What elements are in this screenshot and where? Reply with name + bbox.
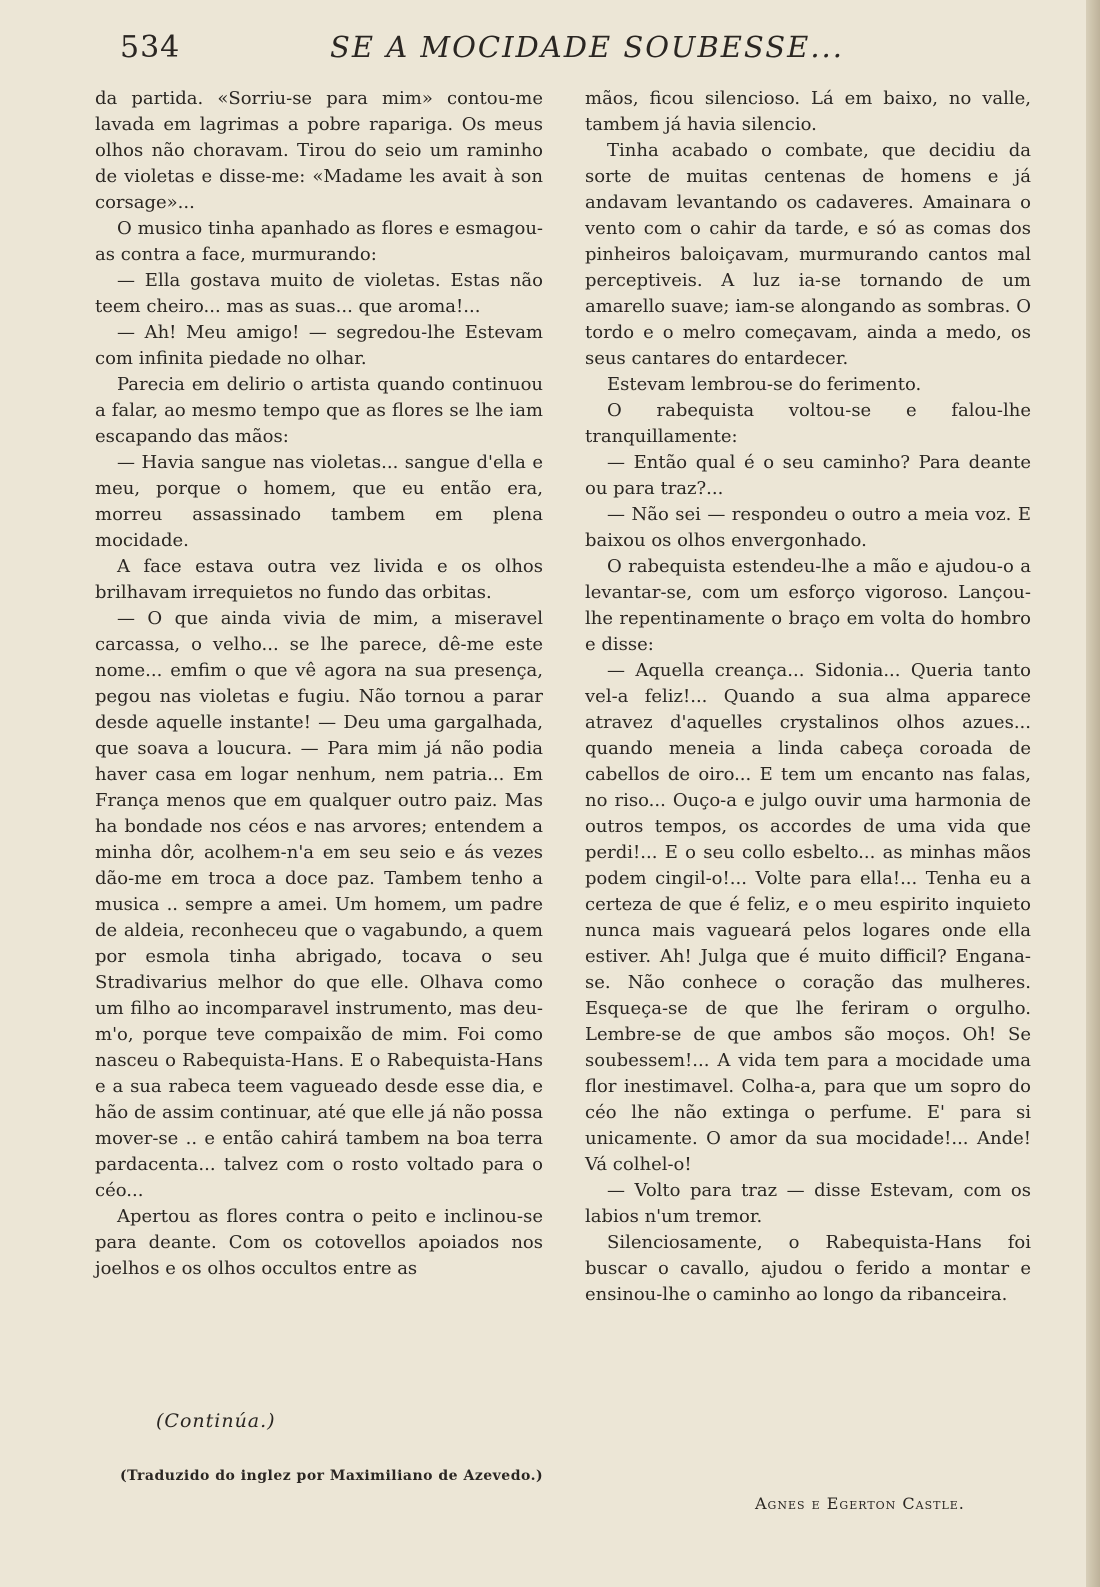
paragraph: Estevam lembrou-se do ferimento. [607,374,922,395]
paragraph: — Havia sangue nas violetas... sangue d'ella e meu, porque o homem, que eu então era, morreu assassinado tambem em plena mocidade. [95,452,543,551]
paragraph: O rabequista estendeu-lhe a mão e ajudou-o a levantar-se, com um esforço vigoroso. Lançou-lhe repentinamente o braço em volta do hombro e disse: [585,556,1031,655]
page-edge [1086,0,1100,1587]
paragraph: mãos, ficou silencioso. Lá em baixo, no valle, tambem já havia silencio. [585,88,1031,135]
paragraph: A face estava outra vez livida e os olhos brilhavam irrequietos no fundo das orbitas. [95,556,543,603]
paragraph: da partida. «Sorriu-se para mim» contou-me lavada em lagrimas a pobre rapariga. Os meus olhos não choravam. Tirou do seio um raminho de violetas e disse-me: «Madame les avait à son corsage»... [95,88,543,213]
paragraph: — Aquella creança... Sidonia... Queria tanto vel-a feliz!... Quando a sua alma apparece atravez d'aquelles crystalinos olhos azues... quando meneia a linda cabeça coroada de cabellos de oiro... E tem um encanto nas falas, no riso... Ouço-a e julgo ouvir uma harmonia de outros tempos, os accordes de uma vida que perdi!... E o seu collo esbelto... as minhas mãos podem cingil-o!... Volte para ella!... Tenha eu a certeza de que é feliz, e o meu espirito inquieto nunca mais vagueará pelos logares onde ella estiver. Ah! Julga que é muito difficil? Engana-se. Não conhece o coração das mulheres. Esqueça-se de que lhe feriram o orgulho. Lembre-se de que ambos são moços. Oh! Se soubessem!... A vida tem para a mocidade uma flor inestimavel. Colha-a, para que um sopro do céo lhe não extinga o perfume. E' para si unicamente. O amor da sua mocidade!... Ande! Vá colhel-o! [585,660,1031,1175]
running-title: SE A MOCIDADE SOUBESSE... [330,30,844,64]
left-column [95,86,543,1282]
paragraph: O musico tinha apanhado as flores e esmagou-as contra a face, murmurando: [95,218,543,265]
paragraph: Silenciosamente, o Rabequista-Hans foi buscar o cavallo, ajudou o ferido a montar e ensinou-lhe o caminho ao longo da ribanceira. [585,1232,1031,1305]
paragraph: — Então qual é o seu caminho? Para deante ou para traz?... [585,452,1031,499]
translator-credit: (Traduzido do inglez por Maximiliano de Azevedo.) [120,1468,544,1484]
right-column [585,86,1031,1308]
paragraph: Parecia em delirio o artista quando continuou a falar, ao mesmo tempo que as flores se lhe iam escapando das mãos: [95,374,543,447]
paragraph: Apertou as flores contra o peito e inclinou-se para deante. Com os cotovellos apoiados nos joelhos e os olhos occultos entre as [95,1206,543,1279]
continued-note: (Continúa.) [156,1410,276,1432]
paragraph: — Volto para traz — disse Estevam, com os labios n'um tremor. [585,1180,1031,1227]
paragraph: — Não sei — respondeu o outro a meia voz. E baixou os olhos envergonhado. [585,504,1031,551]
paragraph: Tinha acabado o combate, que decidiu da sorte de muitas centenas de homens e já andavam levantando os cadaveres. Amainara o vento com o cahir da tarde, e só as comas dos pinheiros baloiçavam, murmurando cantos mal perceptiveis. A luz ia-se tornando de um amarello suave; iam-se alongando as sombras. O tordo e o melro começavam, ainda a medo, os seus cantares do entardecer. [585,140,1031,369]
page-number: 534 [120,30,181,65]
author-signature: Agnes e Egerton Castle. [755,1494,965,1513]
paragraph: — Ah! Meu amigo! — segredou-lhe Estevam com infinita piedade no olhar. [95,322,543,369]
paragraph: — Ella gostava muito de violetas. Estas não teem cheiro... mas as suas... que aroma!... [95,270,543,317]
paragraph: — O que ainda vivia de mim, a miseravel carcassa, o velho... se lhe parece, dê-me este nome... emfim o que vê agora na sua presença, pegou nas violetas e fugiu. Não tornou a parar desde aquelle instante! — Deu uma gargalhada, que soava a loucura. — Para mim já não podia haver casa em logar nenhum, nem patria... Em França menos que em qualquer outro paiz. Mas ha bondade nos céos e nas arvores; entendem a minha dôr, acolhem-n'a em seu seio e ás vezes dão-me em troca a doce paz. Tambem tenho a musica .. sempre a amei. Um homem, um padre de aldeia, reconheceu que o vagabundo, a quem por esmola tinha abrigado, tocava o seu Stradivarius melhor do que elle. Olhava como um filho ao incomparavel instrumento, mas deu-m'o, porque teve compaixão de mim. Foi como nasceu o Rabequista-Hans. E o Rabequista-Hans e a sua rabeca teem vagueado desde esse dia, e hão de assim continuar, até que elle já não possa mover-se .. e então cahirá tambem na boa terra pardacenta... talvez com o rosto voltado para o céo... [95,608,543,1201]
paragraph: O rabequista voltou-se e falou-lhe tranquillamente: [585,400,1031,447]
